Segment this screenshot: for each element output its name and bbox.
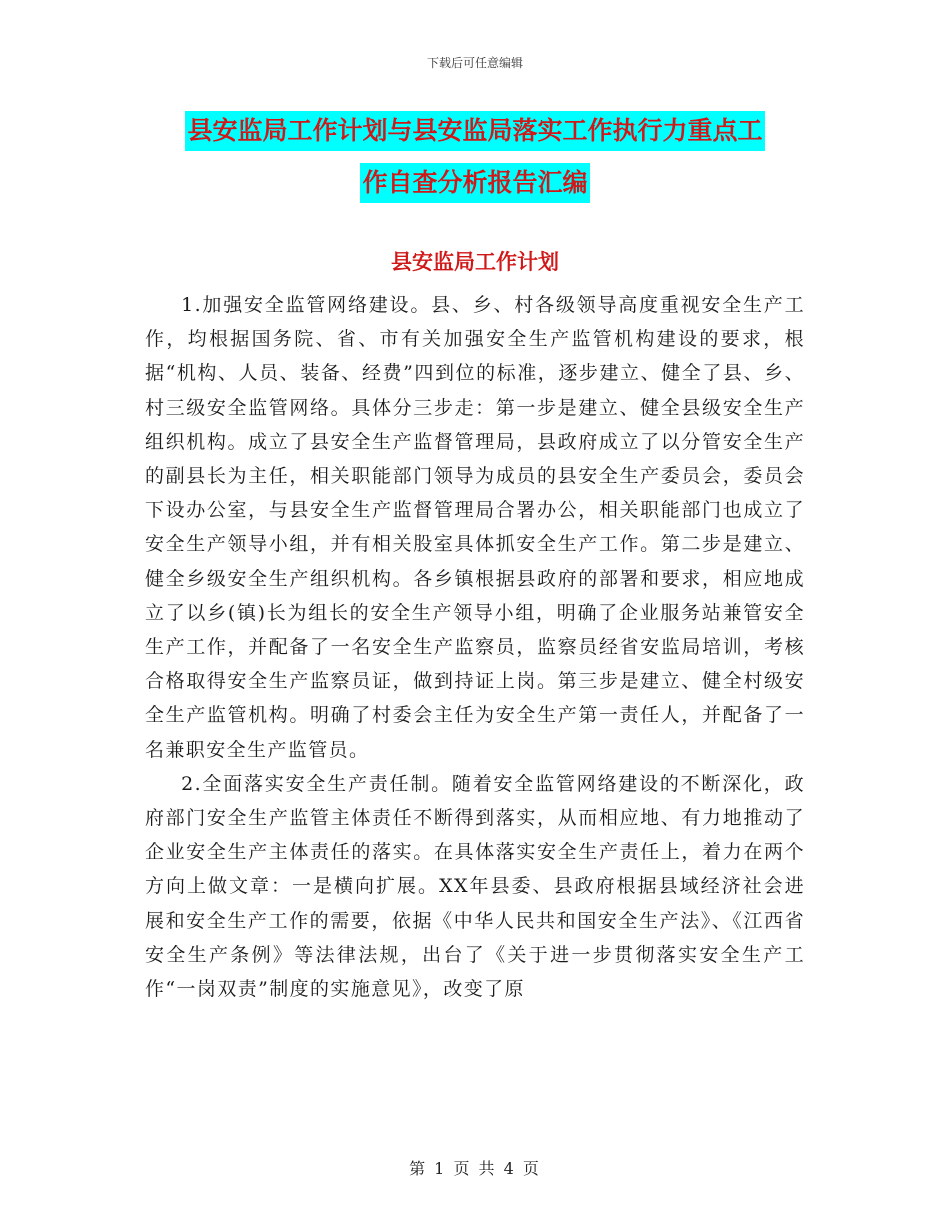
header-note: 下载后可任意编辑 bbox=[426, 56, 523, 70]
document-title-line-1: 县安监局工作计划与县安监局落实工作执行力重点工 bbox=[185, 111, 764, 151]
body-text bbox=[145, 288, 805, 1006]
document-title bbox=[150, 105, 800, 209]
page-footer: 第 1 页 共 4 页 bbox=[409, 1159, 541, 1178]
section-title: 县安监局工作计划 bbox=[391, 250, 559, 274]
paragraph-1: 1.加强安全监管网络建设。县、乡、村各级领导高度重视安全生产工作，均根据国务院、省、市有关加强安全生产监管机构建设的要求，根据“机构、人员、装备、经费”四到位的标准，逐步建立、健全了县、乡、村三级安全监管网络。具体分三步走：第一步是建立、健全县级安全生产组织机构。成立了县安全生产监督管理局，县政府成立了以分管安全生产的副县长为主任，相关职能部门领导为成员的县安全生产委员会，委员会下设办公室，与县安全生产监督管理局合署办公，相关职能部门也成立了安全生产领导小组，并有相关股室具体抓安全生产工作。第二步是建立、健全乡级安全生产组织机构。各乡镇根据县政府的部署和要求，相应地成立了以乡(镇)长为组长的安全生产领导小组，明确了企业服务站兼管安全生产工作，并配备了一名安全生产监察员，监察员经省安监局培训，考核合格取得安全生产监察员证，做到持证上岗。第三步是建立、健全村级安全生产监管机构。明确了村委会主任为安全生产第一责任人，并配备了一名兼职安全生产监管员。 bbox=[145, 294, 805, 761]
paragraph-2: 2.全面落实安全生产责任制。随着安全监管网络建设的不断深化，政府部门安全生产监管主体责任不断得到落实，从而相应地、有力地推动了企业安全生产主体责任的落实。在具体落实安全生产责任上，着力在两个方向上做文章：一是横向扩展。XX年县委、县政府根据县域经济社会进展和安全生产工作的需要，依据《中华人民共和国安全生产法》、《江西省安全生产条例》等法律法规，出台了《关于进一步贯彻落实安全生产工作“一岗双责”制度的实施意见》，改变了原 bbox=[145, 772, 805, 1001]
document-title-line-2: 作自查分析报告汇编 bbox=[360, 163, 589, 203]
